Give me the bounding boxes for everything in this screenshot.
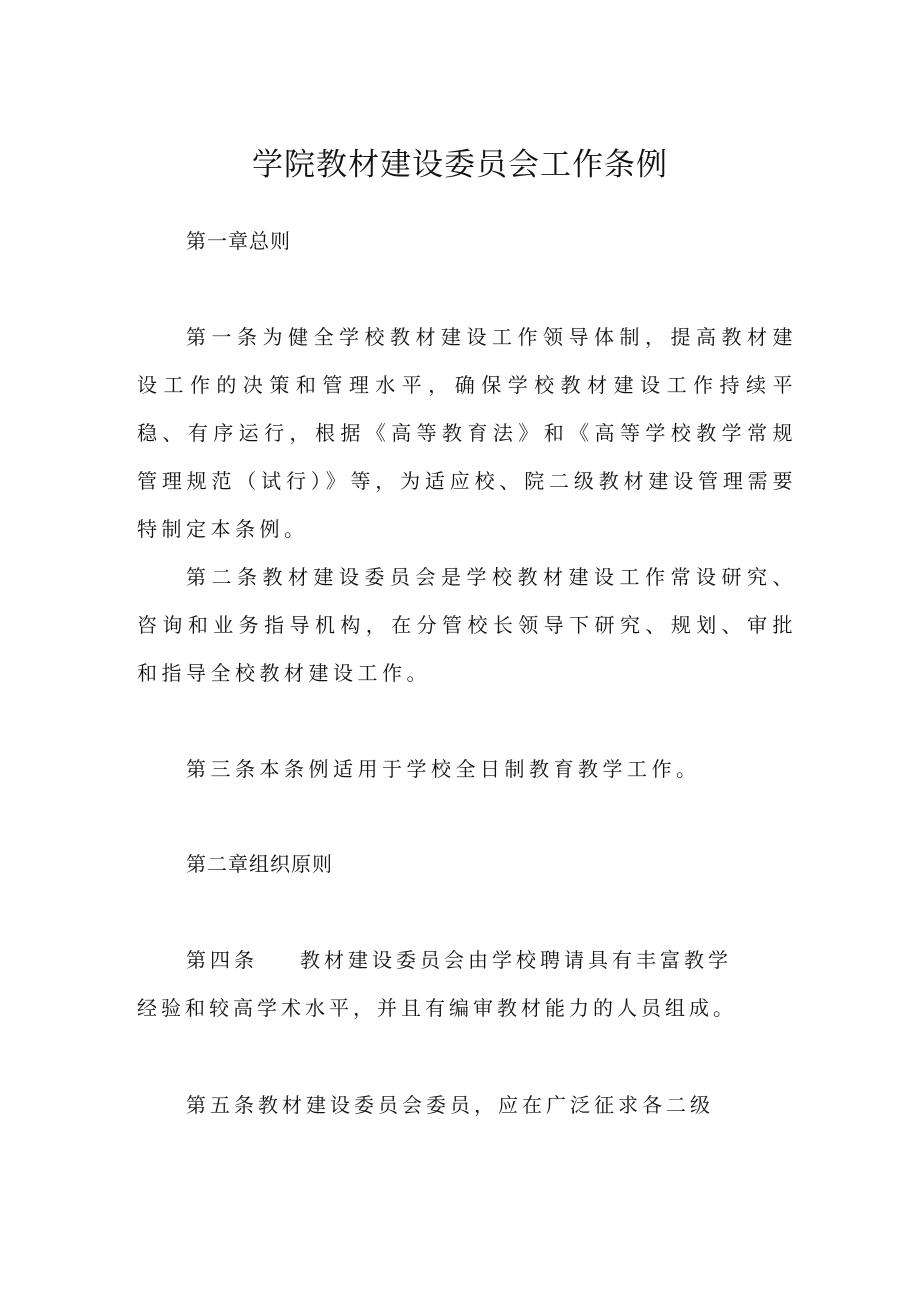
- article-4-label: 第四条: [186, 948, 258, 972]
- article-5-paragraph: 第五条教材建设委员会委员，应在广泛征求各二级: [186, 1093, 714, 1117]
- article-4-line-1: [186, 936, 732, 984]
- article-3-paragraph: 第三条本条例适用于学校全日制教育教学工作。: [186, 757, 701, 781]
- document-title: 学院教材建设委员会工作条例: [252, 147, 668, 183]
- chapter-heading-general: 第一章总则: [186, 229, 291, 253]
- article-4-line-2: 经验和较高学术水平，并且有编审教材能力的人员组成。: [137, 996, 737, 1020]
- article-1-paragraph: 第一条为健全学校教材建设工作领导体制，提高教材建设工作的决策和管理水平，确保学校教材建设工作持续平稳、有序运行，根据《高等教育法》和《高等学校教学常规管理规范（试行）》等，为适应校、院二级教材建设管理需要特制定本条例。: [137, 325, 797, 541]
- chapter-heading-organization: 第二章组织原则: [186, 852, 333, 876]
- article-4-text-1: 教材建设委员会由学校聘请具有丰富教学: [300, 948, 732, 972]
- article-2-paragraph: 第二条教材建设委员会是学校教材建设工作常设研究、咨询和业务指导机构，在分管校长领导下研究、规划、审批和指导全校教材建设工作。: [137, 565, 797, 685]
